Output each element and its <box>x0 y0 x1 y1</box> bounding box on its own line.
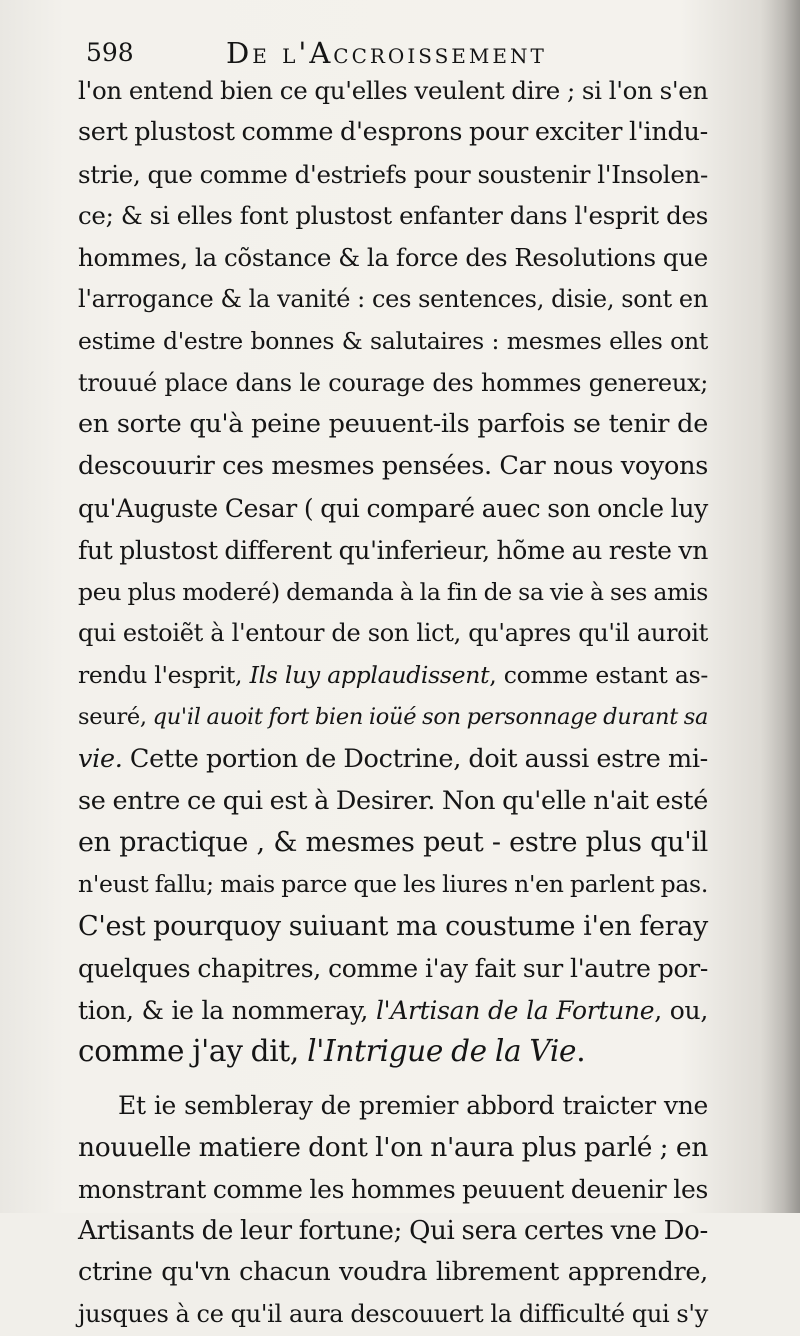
show-through-text <box>120 1170 680 1200</box>
text-italic: l'Artisan de la Fortune <box>375 995 655 1025</box>
text-line: fut plustost different qu'inferieur, hõme au reste vn <box>78 535 708 565</box>
text-line: Artisants de leur fortune; Qui sera certes vne Do- <box>78 1215 708 1246</box>
paragraph-gap <box>78 1073 708 1085</box>
text-line: Et ie sembleray de premier abbord traicter vne <box>118 1091 708 1121</box>
text-line: qui estoiẽt à l'entour de son lict, qu'apres qu'il auroit <box>78 619 708 648</box>
text-line <box>78 655 708 697</box>
text-block <box>78 70 708 1336</box>
text-italic: l'Intrigue de la Vie <box>307 1034 577 1069</box>
text-line: en practique , & mesmes peut - estre plus qu'il <box>78 827 708 859</box>
text-roman: rendu l'esprit, <box>78 661 250 690</box>
text-line: ce; & si elles font plustost enfanter dans l'esprit des <box>78 201 708 231</box>
text-line: en sorte qu'à peine peuuent-ils parfois se tenir de <box>78 409 708 440</box>
text-line <box>78 697 708 739</box>
text-italic: vie. <box>78 743 123 774</box>
text-line: trouué place dans le courage des hommes genereux; <box>78 368 708 397</box>
text-line: n'eust fallu; mais parce que les liures n'en parlent pas. <box>78 870 708 899</box>
text-line: nouuelle matiere dont l'on n'aura plus parlé ; en <box>78 1131 708 1163</box>
text-line: monstrant comme les hommes peuuent deuenir les <box>78 1174 708 1204</box>
text-line: jusques à ce qu'il aura descouuert la difficulté qui s'y <box>78 1300 708 1329</box>
text-line <box>78 739 708 781</box>
text-roman: tion, & ie la nommeray, <box>78 995 376 1025</box>
running-head: De l'Accroissement <box>226 36 547 70</box>
text-line: qu'Auguste Cesar ( qui comparé auec son oncle luy <box>78 493 708 523</box>
text-line: descouurir ces mesmes pensées. Car nous voyons <box>78 451 708 482</box>
text-roman: , comme estant as- <box>489 661 708 690</box>
text-line: estime d'estre bonnes & salutaires : mesmes elles ont <box>78 326 708 355</box>
text-italic: qu'il auoit fort bien ioüé son personnage durant sa <box>152 703 709 730</box>
text-roman: seuré, <box>78 703 153 730</box>
text-roman: , ou, <box>654 995 708 1025</box>
text-roman: . <box>576 1034 586 1069</box>
text-line <box>78 1031 708 1073</box>
text-line: quelques chapitres, comme i'ay fait sur l'autre por- <box>78 953 708 983</box>
text-line: l'arrogance & la vanité : ces sentences, disie, sont en <box>78 284 708 313</box>
text-roman: comme j'ay dit, <box>78 1034 308 1069</box>
page-edge-shadow <box>760 0 800 1213</box>
text-line: ctrine qu'vn chacun voudra librement apprendre, <box>78 1257 708 1288</box>
page-number: 598 <box>86 38 134 67</box>
text-line: C'est pourquoy suiuant ma coustume i'en feray <box>78 910 708 942</box>
page-header <box>86 32 686 72</box>
text-line: l'on entend bien ce qu'elles veulent dire ; si l'on s'en <box>78 76 708 105</box>
text-line: hommes, la cõstance & la force des Resolutions que <box>78 243 708 273</box>
text-line <box>78 990 708 1032</box>
text-line: se entre ce qui est à Desirer. Non qu'elle n'ait esté <box>78 785 708 816</box>
text-roman: Cette portion de Doctrine, doit aussi estre mi- <box>122 743 708 774</box>
text-line: strie, que comme d'estriefs pour soustenir l'Insolen- <box>78 159 708 189</box>
text-line: peu plus moderé) demanda à la fin de sa vie à ses amis <box>78 577 708 606</box>
text-line: sert plustost comme d'esprons pour exciter l'indu- <box>78 116 708 147</box>
text-italic: Ils luy applaudissent <box>249 661 490 690</box>
